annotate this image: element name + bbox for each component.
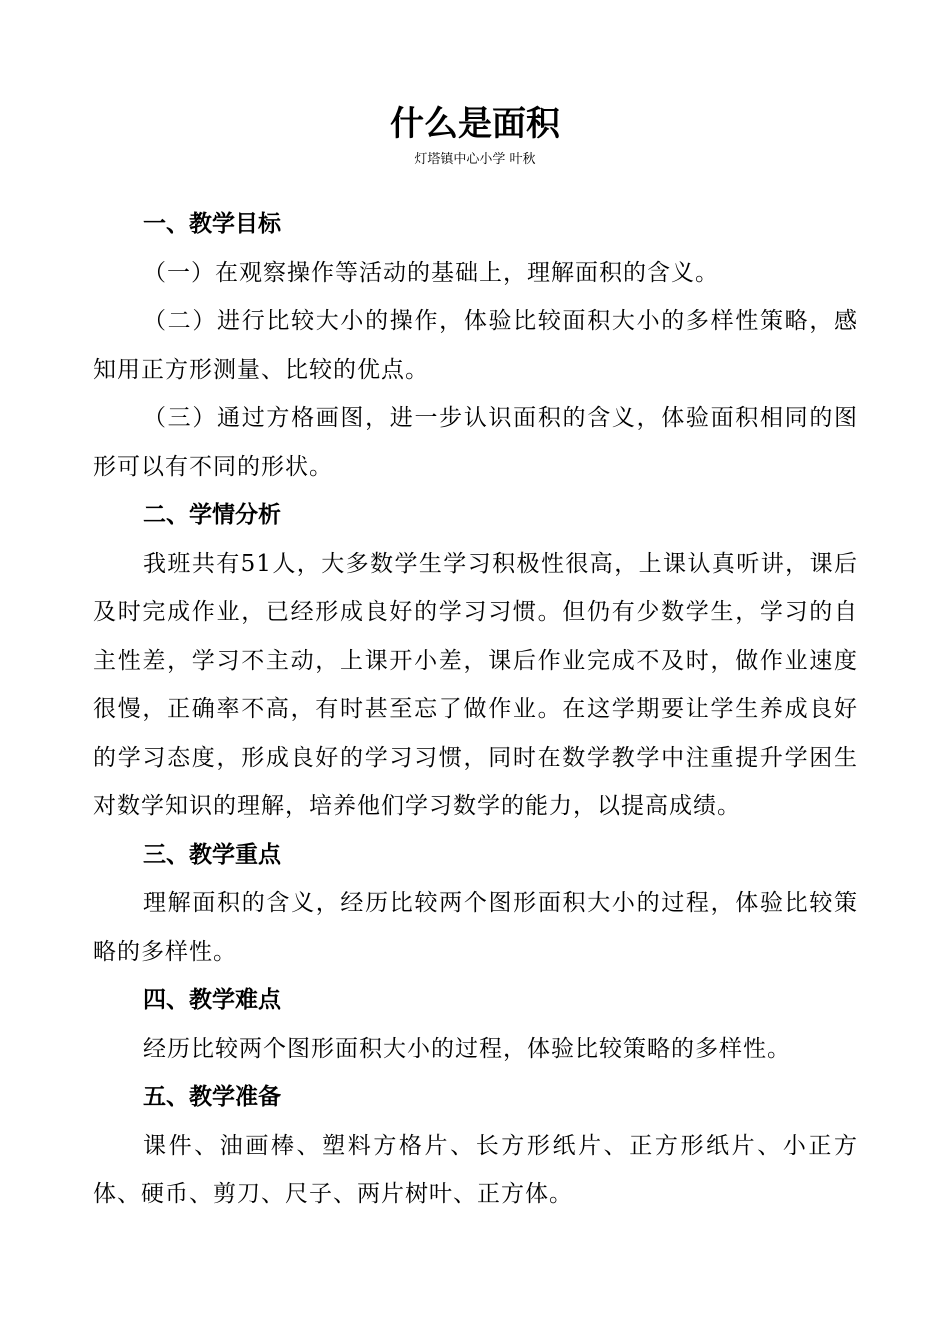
paragraph: 理解面积的含义，经历比较两个图形面积大小的过程，体验比较策略的多样性。 [93, 890, 858, 965]
paragraph: 经历比较两个图形面积大小的过程，体验比较策略的多样性。 [143, 1035, 791, 1062]
document-title: 什么是面积 [390, 104, 560, 144]
section-heading: 四、教学难点 [143, 987, 281, 1013]
paragraph: 我班共有51人，大多数学生学习积极性很高，上课认真听讲，课后及时完成作业，已经形成良好的学习习惯。但仍有少数学生，学习的自主性差，学习不主动，上课开小差，课后作业完成不及时，做作业速度很慢，正确率不高，有时甚至忘了做作业。在这学期要让学生养成良好的学习态度，形成良好的学习习惯，同时在数学教学中注重提升学困生对数学知识的理解，培养他们学习数学的能力，以提高成绩。 [93, 550, 858, 819]
document-author: 灯塔镇中心小学 叶秋 [414, 152, 536, 167]
paragraph: （三）通过方格画图，进一步认识面积的含义，体验面积相同的图形可以有不同的形状。 [93, 405, 858, 480]
paragraph: 课件、油画棒、塑料方格片、长方形纸片、正方形纸片、小正方体、硬币、剪刀、尺子、两片树叶、正方体。 [93, 1132, 858, 1207]
document-body [93, 200, 858, 1219]
paragraph: （一）在观察操作等活动的基础上，理解面积的含义。 [143, 259, 719, 286]
section-heading: 二、学情分析 [143, 502, 281, 528]
section-heading: 五、教学准备 [143, 1084, 281, 1110]
section-heading: 一、教学目标 [143, 211, 281, 237]
paragraph: （二）进行比较大小的操作，体验比较面积大小的多样性策略，感知用正方形测量、比较的优点。 [93, 308, 858, 383]
section-heading: 三、教学重点 [143, 841, 281, 868]
